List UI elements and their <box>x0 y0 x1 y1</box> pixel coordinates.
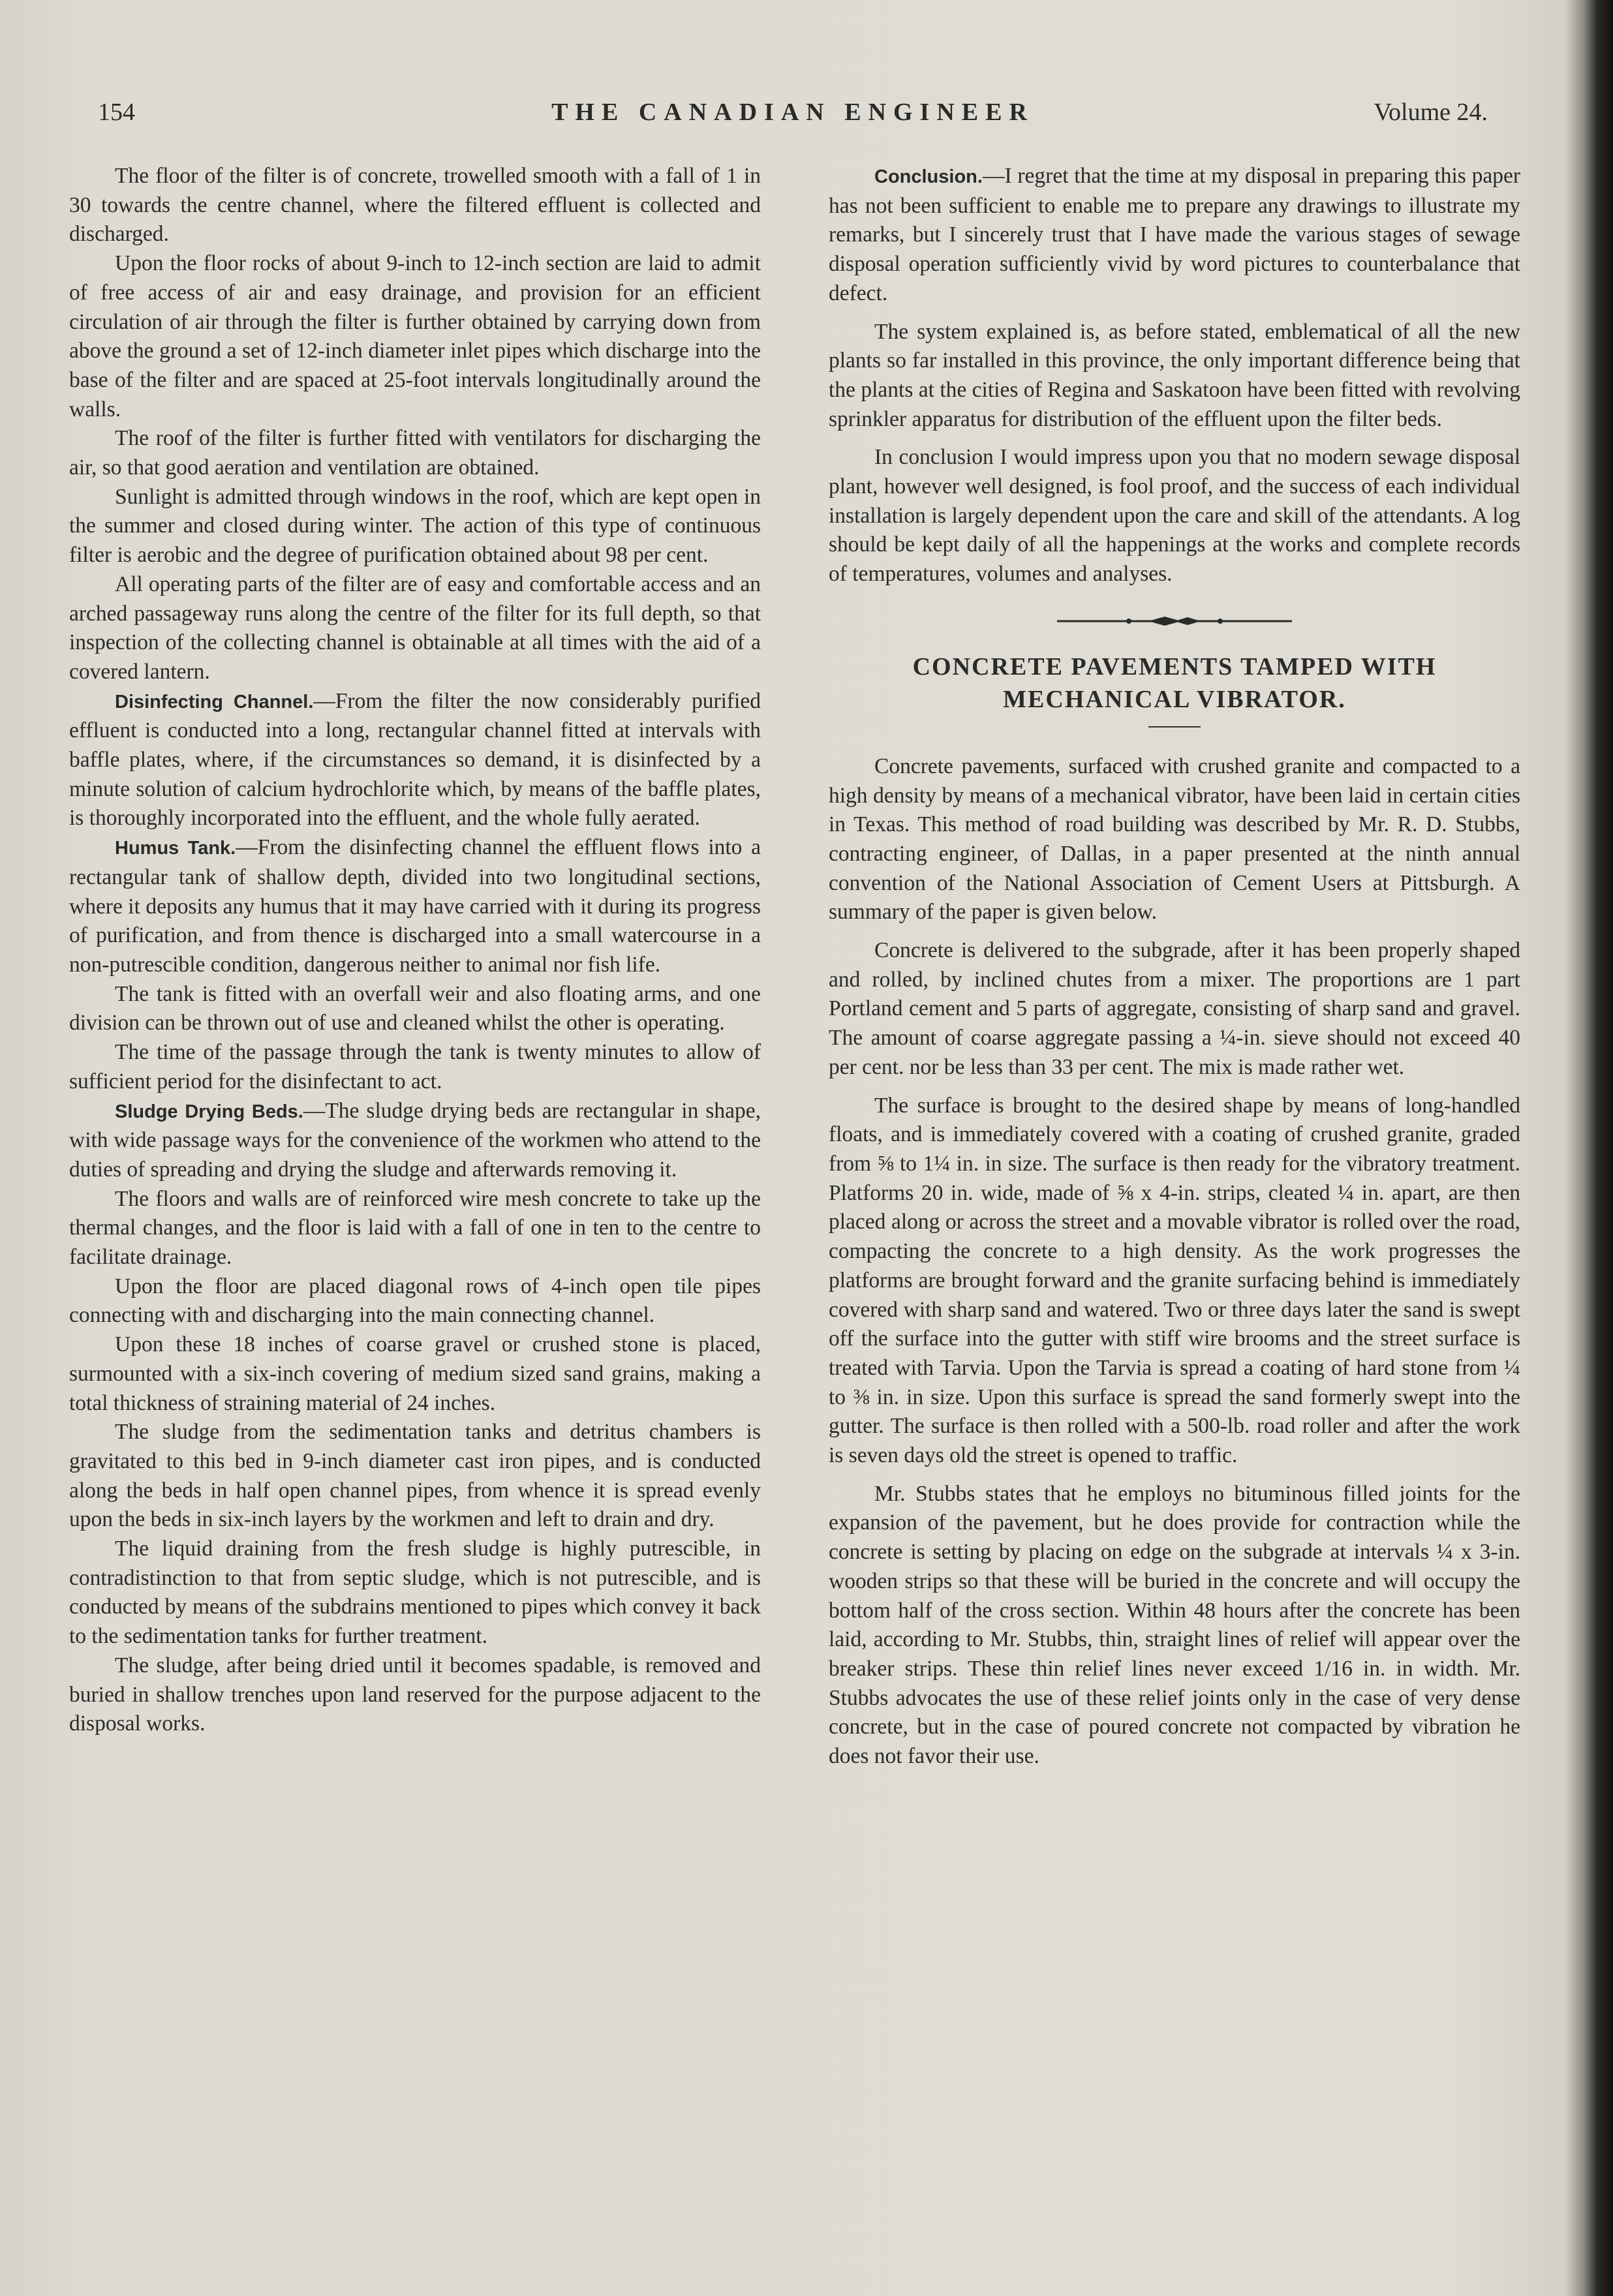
left-column <box>69 162 761 1739</box>
paragraph: The floors and walls are of reinforced wire mesh concrete to take up the thermal changes, and the floor is laid with a fall of one in ten to the centre to facilitate drainage. <box>69 1186 761 1270</box>
ornament-icon <box>1057 613 1292 629</box>
paragraph: The sludge from the sedimentation tanks and detritus chambers is gravitated to this bed in 9-inch diameter cast iron pipes, and is conducted along the beds in half open channel pipes, from whence it is spread evenly upon the beds in six-inch layers by the workmen and left to drain and dry. <box>69 1420 761 1532</box>
paragraph: Upon these 18 inches of coarse gravel or crushed stone is placed, surmounted with a six-inch covering of medium sized sand grains, making a total thickness of straining material of 24 inches. <box>69 1332 761 1415</box>
paragraph: Concrete pavements, surfaced with crushed granite and compacted to a high density by means of a mechanical vibrator, have been laid in certain cities in Texas. This method of road building was described by Mr. R. D. Stubbs, contracting engineer, of Dallas, in a paper presented at the ninth annual convention of the National Association of Cement Users at Pittsburgh. A summary of the paper is given below. <box>829 754 1520 925</box>
section-heading: Sludge Drying Beds. <box>115 1101 303 1122</box>
paragraph: Mr. Stubbs states that he employs no bituminous filled joints for the expansion of the pavement, but he does provide for contraction while the concrete is setting by placing on edge on the subgrade at intervals ¼ x 3-in. wooden strips so that these will be buried in the concrete and will occupy the bottom half of the cross section. Within 48 hours after the concrete has been laid, according to Mr. Stubbs, thin, straight lines of relief will appear over the breaker strips. These thin relief lines never exceed 1/16 in. in width. Mr. Stubbs advocates the use of these relief joints only in the case of very dense concrete, but in the case of poured concrete not compacted by vibration he does not favor their use. <box>829 1481 1520 1769</box>
section-heading: Disinfecting Channel. <box>115 691 314 712</box>
paragraph: The sludge, after being dried until it becomes spadable, is removed and buried in shallow trenches upon land reserved for the purpose adjacent to the disposal works. <box>69 1653 761 1736</box>
section-text: —The sludge drying beds are rectangular in shape, with wide passage ways for the convenience of the workmen who attend to the duties of spreading and drying the sludge and afterwards removing it. <box>69 1098 761 1182</box>
section-disinfecting-channel <box>69 687 761 834</box>
paragraph: The tank is fitted with an overfall weir and also floating arms, and one division can be thrown out of use and cleaned whilst the other is operating. <box>69 981 761 1035</box>
paragraph: The system explained is, as before stated, emblematical of all the new plants so far installed in this province, the only important difference being that the plants at the cities of Regina and Saskatoon have been fitted with revolving sprinkler apparatus for distribution of the effluent upon the filter beds. <box>829 319 1520 431</box>
page-number: 154 <box>98 99 135 126</box>
paragraph: All operating parts of the filter are of easy and comfortable access and an arched passageway runs along the centre of the filter for its full depth, so that inspection of the collecting channel is obtainable at all times with the aid of a covered lantern. <box>69 572 761 684</box>
section-text: —I regret that the time at my disposal in preparing this paper has not been sufficient to enable me to prepare any drawings to illustrate my remarks, but I sincerely trust that I have made the various stages of sewage disposal operation sufficiently vivid by word pictures to counterbalance that defect. <box>829 164 1520 305</box>
page-header <box>98 98 1488 137</box>
paragraph: The floor of the filter is of concrete, trowelled smooth with a fall of 1 in 30 towards the centre channel, where the filtered effluent is collected and discharged. <box>69 164 761 247</box>
section-text: —From the filter the now considerably purified effluent is conducted into a long, rectangular channel fitted at intervals with baffle plates, where, if the circumstances so demand, it is disinfected by a minute solution of calcium hydrochlorite which, by means of the baffle plates, is thoroughly incorporated into the effluent, and the whole fully aerated. <box>69 688 761 831</box>
paragraph: The time of the passage through the tank is twenty minutes to allow of sufficient period for the disinfectant to act. <box>69 1040 761 1094</box>
title-rule <box>1148 726 1201 727</box>
paragraph: Concrete is delivered to the subgrade, after it has been properly shaped and rolled, by inclined chutes from a mixer. The proportions are 1 part Portland cement and 5 parts of aggregate, consisting of sharp sand and gravel. The amount of coarse aggregate passing a ¼-in. sieve should not exceed 40 per cent. nor be less than 33 per cent. The mix is made rather wet. <box>829 938 1520 1079</box>
journal-title: THE CANADIAN ENGINEER <box>551 99 1034 126</box>
volume-label: Volume 24. <box>1374 99 1488 126</box>
paragraph: In conclusion I would impress upon you that no modern sewage disposal plant, however well designed, is fool proof, and the success of each individual installation is largely dependent upon the care and skill of the attendants. A log should be kept daily of all the happenings at the works and complete records of temperatures, volumes and analyses. <box>829 445 1520 587</box>
paragraph: The roof of the filter is further fitted with ventilators for discharging the air, so that good aeration and ventilation are obtained. <box>69 426 761 480</box>
section-humus-tank <box>69 833 761 980</box>
paragraph: Sunlight is admitted through windows in the roof, which are kept open in the summer and closed during winter. The action of this type of continuous filter is aerobic and the degree of purification obtained about 98 per cent. <box>69 484 761 568</box>
article-title-line: MECHANICAL VIBRATOR. <box>1003 685 1346 713</box>
article-title-line: CONCRETE PAVEMENTS TAMPED WITH <box>912 652 1437 681</box>
section-text: —From the disinfecting channel the effluent flows into a rectangular tank of shallow depth, divided into two longitudinal sections, where it deposits any humus that it may have carried with it during its progress of purification, and from thence is discharged into a small watercourse in a non-putrescible condition, dangerous neither to animal nor fish life. <box>69 835 761 977</box>
section-sludge-drying-beds <box>69 1097 761 1185</box>
paragraph: The surface is brought to the desired shape by means of long-handled floats, and is immediately covered with a coating of crushed granite, graded from ⅝ to 1¼ in. in size. The surface is then ready for the vibratory treatment. Platforms 20 in. wide, made of ⅝ x 4-in. strips, cleated ¼ in. apart, are then placed along or across the street and a movable vibrator is rolled over the road, compacting the concrete to a high density. As the work progresses the platforms are brought forward and the granite surfacing behind is immediately covered with sharp sand and watered. Two or three days later the sand is swept off the surface into the gutter with stiff wire brooms and the street surface is treated with Tarvia. Upon the Tarvia is spread a coating of hard stone from ¼ to ⅜ in. in size. Upon this surface is spread the sand formerly swept into the gutter. The surface is then rolled with a 500-lb. road roller and after the work is seven days old the street is opened to traffic. <box>829 1093 1520 1468</box>
paragraph: The liquid draining from the fresh sludge is highly putrescible, in contradistinction to that from septic sludge, which is not putrescible, and is conducted by means of the subdrains mentioned to pipes which convey it back to the sedimentation tanks for further treatment. <box>69 1537 761 1649</box>
paragraph: Upon the floor are placed diagonal rows of 4-inch open tile pipes connecting with and discharging into the main connecting channel. <box>69 1274 761 1328</box>
section-divider-ornament <box>829 606 1520 636</box>
section-heading: Conclusion. <box>874 166 983 187</box>
paragraph: Upon the floor rocks of about 9-inch to 12-inch section are laid to admit of free access of air and easy drainage, and provision for an efficient circulation of air through the filter is further obtained by carrying down from above the ground a set of 12-inch diameter inlet pipes which discharge into the base of the filter and are spaced at 25-foot intervals longitudinally around the walls. <box>69 251 761 421</box>
section-heading: Humus Tank. <box>115 838 236 859</box>
right-column <box>829 162 1520 1771</box>
section-conclusion <box>829 162 1520 309</box>
article-title <box>829 651 1520 716</box>
